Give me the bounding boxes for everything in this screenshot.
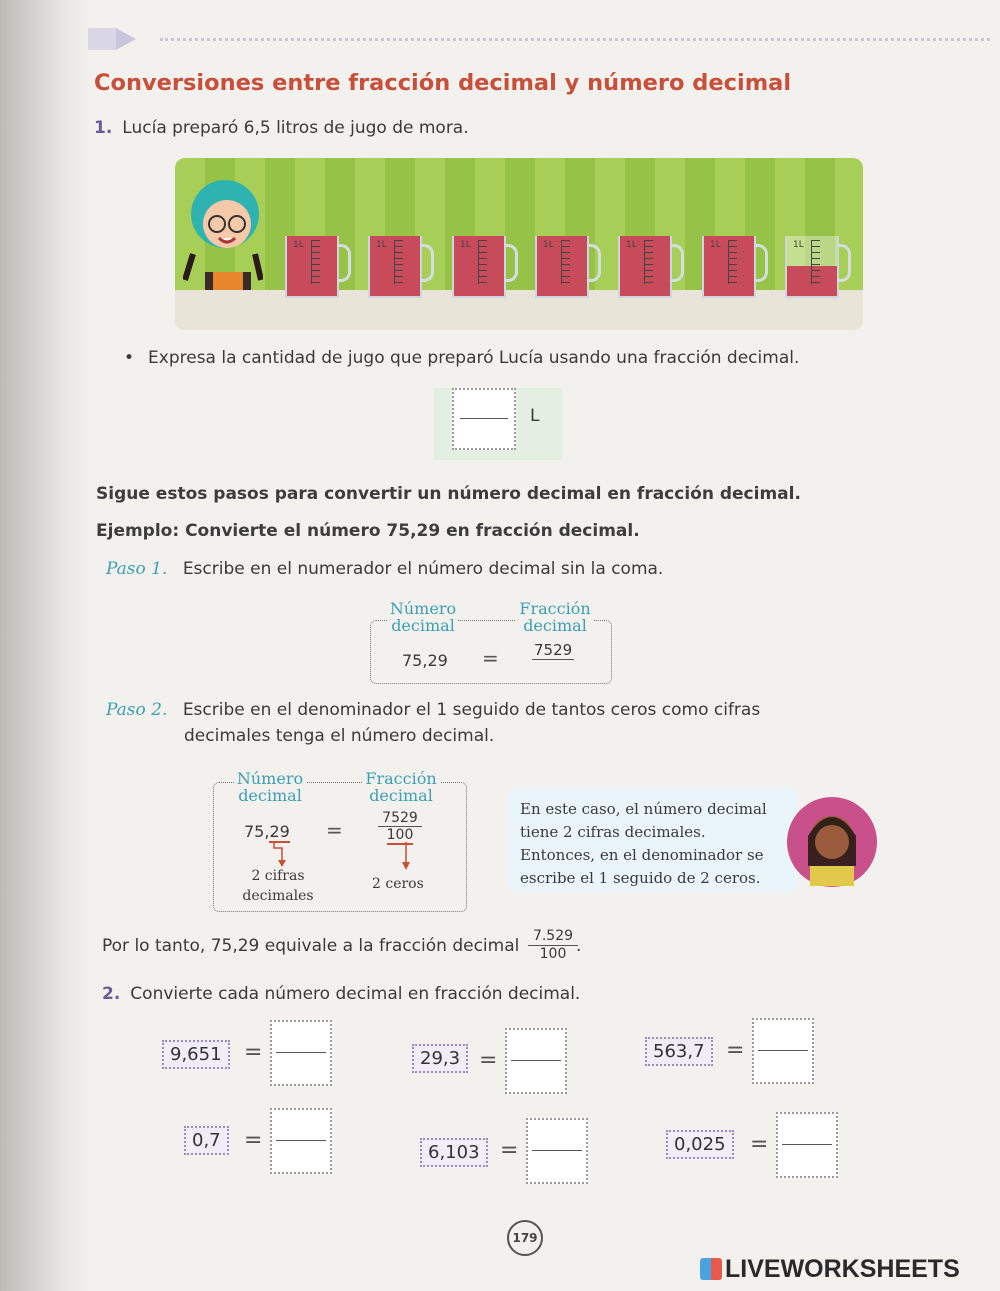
- measuring-jar: [535, 236, 589, 298]
- conclusion-period: .: [576, 936, 582, 956]
- exercise-equals: =: [726, 1038, 745, 1063]
- page-edge-shadow: [0, 0, 90, 1291]
- step-2-text-line2: decimales tenga el número decimal.: [184, 726, 495, 746]
- exercise-equals: =: [244, 1040, 263, 1065]
- bullet-text: Expresa la cantidad de jugo que preparó Lucía usando una fracción decimal.: [148, 348, 800, 368]
- example-1-equals: =: [482, 646, 499, 670]
- explanation-text: En este caso, el número decimal tiene 2 cifras decimales. Entonces, en el denominador se escribe el 1 seguido de 2 ceros.: [520, 800, 767, 887]
- bullet-dot: •: [124, 348, 135, 368]
- example-2-header-fraction: Fracción decimal: [362, 770, 440, 804]
- jar-scale: [394, 240, 403, 284]
- question-2: [102, 984, 580, 1004]
- exercise-equals: =: [500, 1138, 519, 1163]
- exercise-answer-box[interactable]: [776, 1112, 838, 1178]
- fraction-bar: [511, 1060, 561, 1061]
- example-2-fraction: 7529 100: [378, 810, 422, 845]
- fraction-bar: [782, 1144, 832, 1145]
- step-2-text-line1: Escribe en el denominador el 1 seguido de tantos ceros como cifras: [182, 700, 761, 720]
- exercise-answer-box[interactable]: [752, 1018, 814, 1084]
- jar-scale: [644, 240, 653, 284]
- question-1-number: 1.: [94, 118, 113, 138]
- measuring-jar: [785, 236, 839, 298]
- example-heading: Ejemplo: Convierte el número 75,29 en fracción decimal.: [96, 521, 640, 541]
- exercise-answer-box[interactable]: [270, 1108, 332, 1174]
- counter-top: [175, 290, 863, 330]
- example-2-note-decimals: 2 cifras decimales: [242, 868, 314, 904]
- step-2-label: Paso 2.: [106, 700, 168, 720]
- book-logo-icon: [88, 22, 148, 56]
- answer-1-fraction-box[interactable]: [452, 388, 516, 450]
- jar-label: 1L: [460, 240, 471, 250]
- conclusion-fraction: 7.529 100: [528, 928, 578, 963]
- jar-handle: [420, 244, 434, 282]
- jar-label: 1L: [710, 240, 721, 250]
- measuring-jar: [452, 236, 506, 298]
- exercise-decimal: 29,3: [412, 1044, 468, 1073]
- example-2-equals: =: [326, 818, 343, 842]
- jar-scale: [478, 240, 487, 284]
- exercise-answer-box[interactable]: [270, 1020, 332, 1086]
- liveworksheets-logo-icon: [700, 1258, 722, 1280]
- example-1-header-decimal: Número decimal: [389, 599, 457, 635]
- question-1-text: Lucía preparó 6,5 litros de jugo de mora.: [122, 118, 469, 138]
- jar-handle: [837, 244, 851, 282]
- jar-handle: [504, 244, 518, 282]
- question-2-number: 2.: [102, 984, 121, 1004]
- jar-scale: [811, 240, 820, 284]
- exercise-decimal: 6,103: [420, 1138, 488, 1167]
- jar-label: 1L: [793, 240, 804, 250]
- measuring-jar: [618, 236, 672, 298]
- exercise-equals: =: [479, 1048, 498, 1073]
- exercise-answer-box[interactable]: [526, 1118, 588, 1184]
- example-2-decimal: 75,29: [244, 822, 290, 841]
- exercise-answer-box[interactable]: [505, 1028, 567, 1094]
- fraction-bar: [758, 1050, 808, 1051]
- conclusion: Por lo tanto, 75,29 equivale a la fracción decimal: [102, 936, 520, 956]
- jar-scale: [728, 240, 737, 284]
- example-1-header-fraction: Fracción decimal: [516, 600, 594, 634]
- step-2: [106, 700, 760, 720]
- fraction-bar: [276, 1140, 326, 1141]
- jar-handle: [337, 244, 351, 282]
- measuring-jar: [702, 236, 756, 298]
- exercise-decimal: 0,025: [666, 1130, 734, 1159]
- fraction-bar: [532, 1150, 582, 1151]
- jar-label: 1L: [293, 240, 304, 250]
- jar-handle: [754, 244, 768, 282]
- fraction-bar: [460, 418, 508, 419]
- page-number: 179: [507, 1220, 543, 1256]
- steps-intro: Sigue estos pasos para convertir un número decimal en fracción decimal.: [96, 484, 801, 504]
- exercise-equals: =: [244, 1128, 263, 1153]
- jar-handle: [670, 244, 684, 282]
- jar-scale: [311, 240, 320, 284]
- page-title: Conversiones entre fracción decimal y número decimal: [94, 70, 792, 96]
- question-2-text: Convierte cada número decimal en fracción decimal.: [130, 984, 581, 1004]
- example-1-numerator: 7529: [534, 641, 573, 659]
- example-2-note-zeros: 2 ceros: [372, 876, 424, 892]
- jar-label: 1L: [376, 240, 387, 250]
- liveworksheets-watermark: LIVEWORKSHEETS: [700, 1255, 960, 1284]
- step-1: [106, 559, 663, 579]
- arrow-down-icon: [396, 842, 416, 872]
- jar-handle: [587, 244, 601, 282]
- arrow-down-icon: [272, 842, 292, 868]
- jar-label: 1L: [543, 240, 554, 250]
- jar-label: 1L: [626, 240, 637, 250]
- exercise-decimal: 9,651: [162, 1040, 230, 1069]
- unit-label: L: [530, 406, 540, 426]
- measuring-jar: [285, 236, 339, 298]
- measuring-jar: [368, 236, 422, 298]
- exercise-decimal: 0,7: [184, 1126, 229, 1155]
- bullet-instruction: [124, 348, 799, 368]
- example-2-header-decimal: Número decimal: [234, 770, 306, 804]
- fraction-bar: [276, 1052, 326, 1053]
- step-1-text: Escribe en el numerador el número decimal sin la coma.: [182, 559, 664, 579]
- student-avatar: [786, 796, 878, 888]
- exercise-decimal: 563,7: [645, 1037, 713, 1066]
- example-1-decimal: 75,29: [402, 651, 448, 670]
- question-1: [94, 118, 469, 138]
- header-dotted-line: [160, 38, 990, 41]
- exercise-equals: =: [750, 1132, 769, 1157]
- step-1-label: Paso 1.: [106, 559, 168, 579]
- jar-scale: [561, 240, 570, 284]
